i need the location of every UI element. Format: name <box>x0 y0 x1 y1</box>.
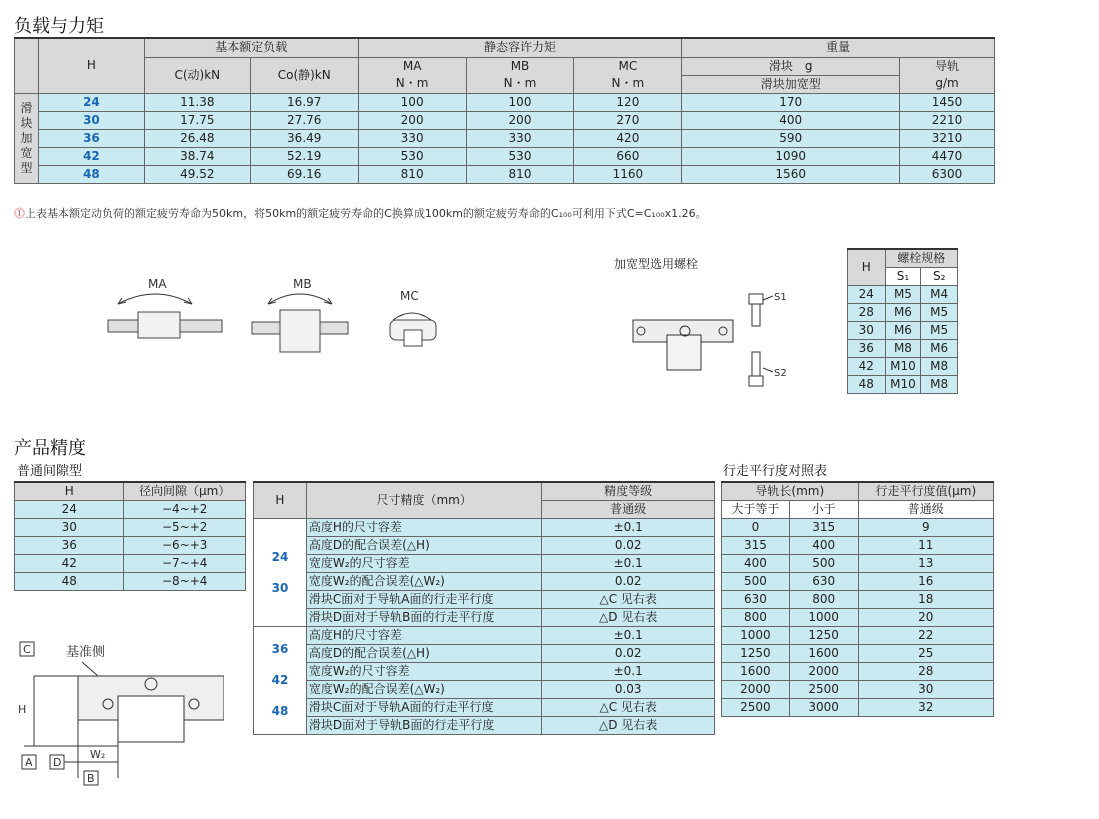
bolt-cell: M6 <box>885 322 921 340</box>
label-b: B <box>87 772 95 785</box>
accuracy-row <box>254 627 715 645</box>
accuracy-item: 宽度W₂的尺寸容差 <box>306 555 541 573</box>
bolt-cell: 42 <box>848 358 886 376</box>
parallel-cell: 28 <box>858 663 993 681</box>
load-row <box>15 111 995 129</box>
parallel-cell: 400 <box>722 555 790 573</box>
parallel-cell: 30 <box>858 681 993 699</box>
accuracy-row <box>254 591 715 609</box>
accuracy-row <box>254 717 715 735</box>
accuracy-value: 0.02 <box>542 537 715 555</box>
clearance-row <box>15 573 246 591</box>
parallel-cell: 3000 <box>789 699 858 717</box>
bolt-cell: 30 <box>848 322 886 340</box>
parallel-cell: 400 <box>789 537 858 555</box>
parallel-cell: 1250 <box>789 627 858 645</box>
parallel-cell: 1600 <box>722 663 790 681</box>
accuracy-row <box>254 519 715 537</box>
load-cell: 100 <box>358 93 466 111</box>
mc-arrow <box>393 313 431 320</box>
load-cell: 26.48 <box>144 129 250 147</box>
bolt-cell: 48 <box>848 376 886 394</box>
accuracy-table <box>253 481 715 735</box>
clearance-cell: 36 <box>15 537 124 555</box>
accuracy-value: ±0.1 <box>542 663 715 681</box>
accuracy-item: 高度D的配合误差(△H) <box>306 645 541 663</box>
col-rail: 导轨 g/m <box>900 57 995 93</box>
load-cell: 30 <box>38 111 144 129</box>
s1-label: S1 <box>774 292 787 303</box>
col-ma: MA N・m <box>358 57 466 93</box>
parallel-cell: 800 <box>722 609 790 627</box>
load-cell: 400 <box>682 111 900 129</box>
accuracy-item: 宽度W₂的配合误差(△W₂) <box>306 681 541 699</box>
load-cell: 17.75 <box>144 111 250 129</box>
load-row <box>15 93 995 111</box>
load-cell: 270 <box>574 111 682 129</box>
parallel-table <box>721 481 994 717</box>
clearance-cell: −8~+4 <box>124 573 246 591</box>
load-cell: 200 <box>466 111 574 129</box>
bolt-cell: M8 <box>921 376 958 394</box>
label-d: D <box>53 756 62 769</box>
col-basic: 基本额定负载 <box>144 38 358 57</box>
accuracy-value: ±0.1 <box>542 627 715 645</box>
parallel-cell: 315 <box>789 519 858 537</box>
load-cell: 49.52 <box>144 165 250 183</box>
parallel-cell: 500 <box>722 573 790 591</box>
par-col-normal: 普通级 <box>858 501 993 519</box>
accuracy-item: 滑块C面对于导轨A面的行走平行度 <box>306 699 541 717</box>
bolt-cell: 24 <box>848 286 886 304</box>
bolt-row <box>848 340 958 358</box>
accuracy-value: 0.03 <box>542 681 715 699</box>
bolt-cell: M5 <box>885 286 921 304</box>
clearance-cell: 48 <box>15 573 124 591</box>
bolt-diagram <box>625 280 805 395</box>
parallel-cell: 1000 <box>722 627 790 645</box>
par-col-value: 行走平行度值(μm) <box>858 482 993 501</box>
parallel-cell: 2500 <box>722 699 790 717</box>
accuracy-value: 0.02 <box>542 645 715 663</box>
load-row <box>15 165 995 183</box>
clearance-cell: 30 <box>15 519 124 537</box>
bolt-s1-head <box>749 294 763 304</box>
load-cell: 810 <box>466 165 574 183</box>
clearance-row <box>15 537 246 555</box>
parallel-cell: 630 <box>722 591 790 609</box>
side-label: 滑 块 加 宽 型 <box>15 93 39 183</box>
load-cell: 11.38 <box>144 93 250 111</box>
col-c: C(动)kN <box>144 57 250 93</box>
bolt-table <box>847 248 958 394</box>
accuracy-item: 高度H的尺寸容差 <box>306 519 541 537</box>
clearance-cell: 42 <box>15 555 124 573</box>
load-cell: 36 <box>38 129 144 147</box>
accuracy-row <box>254 699 715 717</box>
acc-col-grade: 精度等级 <box>542 482 715 501</box>
accuracy-group-h: 36 42 48 <box>254 627 307 735</box>
bolt-row <box>848 376 958 394</box>
accuracy-value: △C 见右表 <box>542 699 715 717</box>
load-cell: 330 <box>466 129 574 147</box>
load-row <box>15 129 995 147</box>
moment-diagrams <box>100 270 460 360</box>
bolt-s1-shank <box>752 304 760 326</box>
load-cell: 200 <box>358 111 466 129</box>
parallel-cell: 11 <box>858 537 993 555</box>
parallel-cell: 2000 <box>789 663 858 681</box>
acc-col-size: 尺寸精度（mm） <box>306 482 541 519</box>
bolt-row <box>848 322 958 340</box>
accuracy-item: 滑块D面对于导轨B面的行走平行度 <box>306 717 541 735</box>
load-cell: 530 <box>358 147 466 165</box>
parallel-cell: 1000 <box>789 609 858 627</box>
parallel-row <box>722 699 994 717</box>
parallel-row <box>722 681 994 699</box>
mb-arrow <box>268 294 332 304</box>
parallel-row <box>722 609 994 627</box>
bolt-cell: M6 <box>921 340 958 358</box>
par-col-ge: 大于等于 <box>722 501 790 519</box>
load-cell: 120 <box>574 93 682 111</box>
parallel-cell: 1250 <box>722 645 790 663</box>
blank-corner <box>15 38 39 93</box>
bolt-cell: M4 <box>921 286 958 304</box>
load-cell: 36.49 <box>250 129 358 147</box>
accuracy-value: ±0.1 <box>542 555 715 573</box>
parallel-cell: 22 <box>858 627 993 645</box>
bolt-cell: 36 <box>848 340 886 358</box>
parallel-title: 行走平行度对照表 <box>723 464 828 479</box>
accuracy-item: 宽度W₂的尺寸容差 <box>306 663 541 681</box>
clr-col-radial: 径向间隙（μm） <box>124 482 246 501</box>
load-cell: 69.16 <box>250 165 358 183</box>
load-cell: 1160 <box>574 165 682 183</box>
clearance-row <box>15 519 246 537</box>
ma-label: MA <box>148 277 167 291</box>
parallel-cell: 315 <box>722 537 790 555</box>
accuracy-row <box>254 645 715 663</box>
load-table <box>14 37 995 184</box>
col-co: Co(静)kN <box>250 57 358 93</box>
info-icon: ⓵ <box>14 207 25 220</box>
col-mc: MC N・m <box>574 57 682 93</box>
parallel-cell: 25 <box>858 645 993 663</box>
load-cell: 48 <box>38 165 144 183</box>
accuracy-row <box>254 537 715 555</box>
reference-drawing <box>14 638 224 788</box>
load-cell: 100 <box>466 93 574 111</box>
accuracy-value: △C 见右表 <box>542 591 715 609</box>
load-cell: 1560 <box>682 165 900 183</box>
load-cell: 52.19 <box>250 147 358 165</box>
mb-block <box>280 310 320 352</box>
load-cell: 27.76 <box>250 111 358 129</box>
accuracy-value: △D 见右表 <box>542 717 715 735</box>
clearance-table <box>14 481 246 591</box>
section-title-precision: 产品精度 <box>14 438 86 459</box>
accuracy-item: 宽度W₂的配合误差(△W₂) <box>306 573 541 591</box>
col-moment: 静态容许力矩 <box>358 38 682 57</box>
accuracy-item: 高度H的尺寸容差 <box>306 627 541 645</box>
s2-label: S2 <box>774 368 787 379</box>
label-a: A <box>25 756 33 769</box>
bolt-col-h: H <box>848 249 886 286</box>
load-cell: 170 <box>682 93 900 111</box>
par-col-rail: 导轨长(mm) <box>722 482 859 501</box>
bolt-s2-head <box>749 376 763 386</box>
parallel-row <box>722 627 994 645</box>
load-cell: 660 <box>574 147 682 165</box>
clearance-cell: −5~+2 <box>124 519 246 537</box>
load-cell: 2210 <box>900 111 995 129</box>
col-weight: 重量 <box>682 38 995 57</box>
parallel-cell: 800 <box>789 591 858 609</box>
ma-arrow <box>118 294 192 304</box>
bolt-cell: M10 <box>885 358 921 376</box>
accuracy-row <box>254 663 715 681</box>
bolt-row <box>848 304 958 322</box>
bolt-rail <box>667 335 701 370</box>
drawing-rail <box>118 696 184 742</box>
label-c: C <box>23 643 31 656</box>
accuracy-value: △D 见右表 <box>542 609 715 627</box>
parallel-cell: 18 <box>858 591 993 609</box>
clearance-row <box>15 555 246 573</box>
load-cell: 420 <box>574 129 682 147</box>
bolt-s2-shank <box>752 352 760 376</box>
label-w2: W₂ <box>90 748 106 761</box>
load-cell: 810 <box>358 165 466 183</box>
accuracy-item: 滑块C面对于导轨A面的行走平行度 <box>306 591 541 609</box>
accuracy-row <box>254 609 715 627</box>
acc-col-h: H <box>254 482 307 519</box>
load-cell: 38.74 <box>144 147 250 165</box>
clearance-row <box>15 501 246 519</box>
bolt-col-s2: S₂ <box>921 268 958 286</box>
parallel-cell: 1600 <box>789 645 858 663</box>
parallel-cell: 2500 <box>789 681 858 699</box>
bolt-row <box>848 286 958 304</box>
label-ref: 基准侧 <box>66 645 106 660</box>
load-cell: 530 <box>466 147 574 165</box>
bolt-cell: M6 <box>885 304 921 322</box>
parallel-row <box>722 573 994 591</box>
parallel-cell: 16 <box>858 573 993 591</box>
load-cell: 590 <box>682 129 900 147</box>
accuracy-row <box>254 573 715 591</box>
bolt-cell: 28 <box>848 304 886 322</box>
label-h: H <box>18 703 27 716</box>
load-note: ⓵上表基本额定动负荷的额定疲劳寿命为50km，将50km的额定疲劳寿命的C换算成100km的额定疲劳寿命的C₁₀₀可利用下式C=C₁₀₀x1.26。 <box>14 207 707 220</box>
col-block-wide: 滑块加宽型 <box>682 75 900 93</box>
load-cell: 16.97 <box>250 93 358 111</box>
clearance-cell: 24 <box>15 501 124 519</box>
clr-col-h: H <box>15 482 124 501</box>
bolt-col-s1: S₁ <box>885 268 921 286</box>
load-cell: 1090 <box>682 147 900 165</box>
bolt-cell: M5 <box>921 304 958 322</box>
bolt-cell: M10 <box>885 376 921 394</box>
mc-rail <box>404 330 422 346</box>
bolt-cell: M8 <box>885 340 921 358</box>
accuracy-item: 高度D的配合误差(△H) <box>306 537 541 555</box>
parallel-cell: 32 <box>858 699 993 717</box>
load-cell: 24 <box>38 93 144 111</box>
parallel-cell: 0 <box>722 519 790 537</box>
parallel-cell: 20 <box>858 609 993 627</box>
clearance-title: 普通间隙型 <box>17 464 83 479</box>
parallel-cell: 2000 <box>722 681 790 699</box>
mb-label: MB <box>293 277 312 291</box>
load-cell: 3210 <box>900 129 995 147</box>
bolt-cell: M5 <box>921 322 958 340</box>
bolt-cell: M8 <box>921 358 958 376</box>
ma-block <box>138 312 180 338</box>
bolt-title: 加宽型选用螺栓 <box>614 257 699 271</box>
parallel-row <box>722 663 994 681</box>
parallel-row <box>722 519 994 537</box>
accuracy-value: ±0.1 <box>542 519 715 537</box>
accuracy-item: 滑块D面对于导轨B面的行走平行度 <box>306 609 541 627</box>
col-h: H <box>38 38 144 93</box>
parallel-cell: 9 <box>858 519 993 537</box>
col-block: 滑块 g <box>682 57 900 75</box>
bolt-col-spec: 螺栓规格 <box>885 249 957 268</box>
parallel-cell: 500 <box>789 555 858 573</box>
par-col-lt: 小于 <box>789 501 858 519</box>
section-title-load: 负载与力矩 <box>14 16 104 37</box>
accuracy-row <box>254 555 715 573</box>
load-cell: 1450 <box>900 93 995 111</box>
accuracy-value: 0.02 <box>542 573 715 591</box>
clearance-cell: −6~+3 <box>124 537 246 555</box>
load-row <box>15 147 995 165</box>
parallel-row <box>722 537 994 555</box>
load-cell: 330 <box>358 129 466 147</box>
parallel-row <box>722 555 994 573</box>
parallel-cell: 13 <box>858 555 993 573</box>
clearance-cell: −7~+4 <box>124 555 246 573</box>
parallel-row <box>722 591 994 609</box>
col-mb: MB N・m <box>466 57 574 93</box>
accuracy-row <box>254 681 715 699</box>
bolt-row <box>848 358 958 376</box>
load-cell: 4470 <box>900 147 995 165</box>
accuracy-group-h: 24 30 <box>254 519 307 627</box>
mc-label: MC <box>400 289 419 303</box>
parallel-row <box>722 645 994 663</box>
clearance-cell: −4~+2 <box>124 501 246 519</box>
acc-col-normal: 普通级 <box>542 501 715 519</box>
load-cell: 42 <box>38 147 144 165</box>
load-cell: 6300 <box>900 165 995 183</box>
parallel-cell: 630 <box>789 573 858 591</box>
